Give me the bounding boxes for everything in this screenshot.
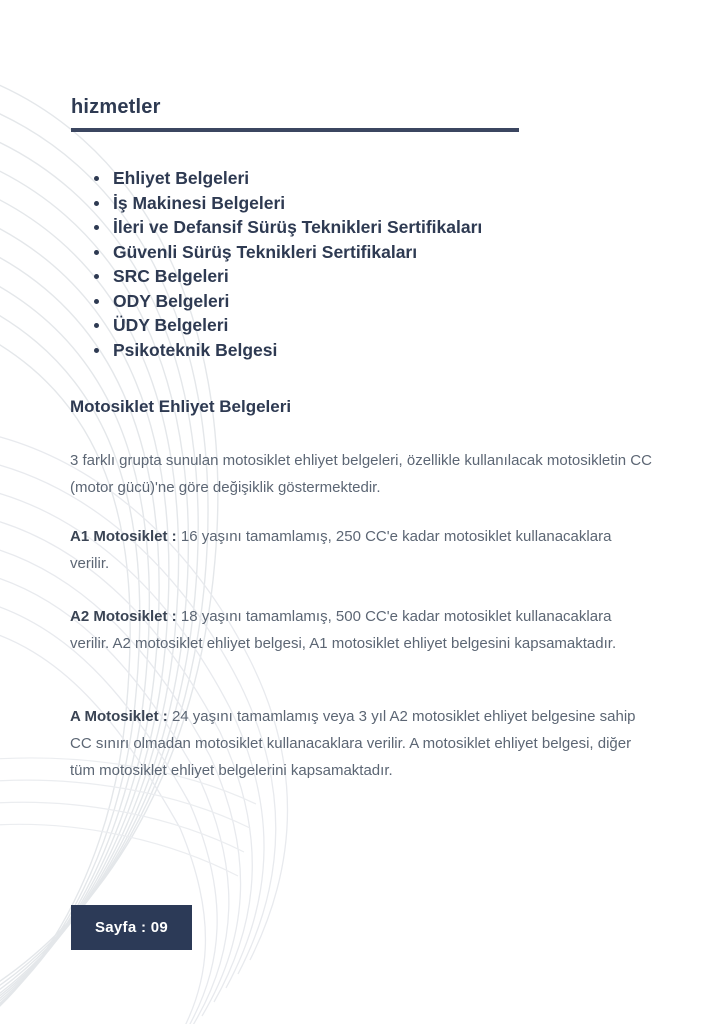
label-a1: A1 Motosiklet : [70,528,177,545]
paragraph-a [70,703,653,784]
text-a2: 18 yaşını tamamlamış, 500 CC'e kadar motosiklet kullanacaklara verilir. A2 motosiklet ehliyet belgesi, A1 motosiklet ehliyet belgesini kapsamaktadır. [70,608,617,652]
page-number-badge: Sayfa : 09 [71,905,192,950]
label-a2: A2 Motosiklet : [70,608,177,625]
list-item: Psikoteknik Belgesi [71,338,651,363]
paragraph-a2 [70,603,653,657]
list-item: İleri ve Defansif Sürüş Teknikleri Sertifikaları [71,215,651,240]
services-list [71,166,651,362]
list-item: Ehliyet Belgeleri [71,166,651,191]
paragraph-intro: 3 farklı grupta sunulan motosiklet ehliyet belgeleri, özellikle kullanılacak motosikletin CC (motor gücü)'ne göre değişiklik göstermektedir. [70,452,652,496]
title-divider [71,128,519,132]
section-heading-motosiklet: Motosiklet Ehliyet Belgeleri [70,397,292,416]
list-item: ODY Belgeleri [71,289,651,314]
list-item: SRC Belgeleri [71,264,651,289]
text-a: 24 yaşını tamamlamış veya 3 yıl A2 motosiklet ehliyet belgesine sahip CC sınırı olmadan motosiklet kullanacaklara verilir. A motosiklet ehliyet belgesi, diğer tüm motosiklet ehliyet belgelerini kapsamaktadır. [70,708,636,779]
paragraph-a1 [70,523,653,577]
list-item: Güvenli Sürüş Teknikleri Sertifikaları [71,240,651,265]
label-a: A Motosiklet : [70,708,168,725]
list-item: İş Makinesi Belgeleri [71,191,651,216]
list-item: ÜDY Belgeleri [71,313,651,338]
page-title: hizmetler [71,96,161,118]
text-a1: 16 yaşını tamamlamış, 250 CC'e kadar motosiklet kullanacaklara verilir. [70,528,612,572]
